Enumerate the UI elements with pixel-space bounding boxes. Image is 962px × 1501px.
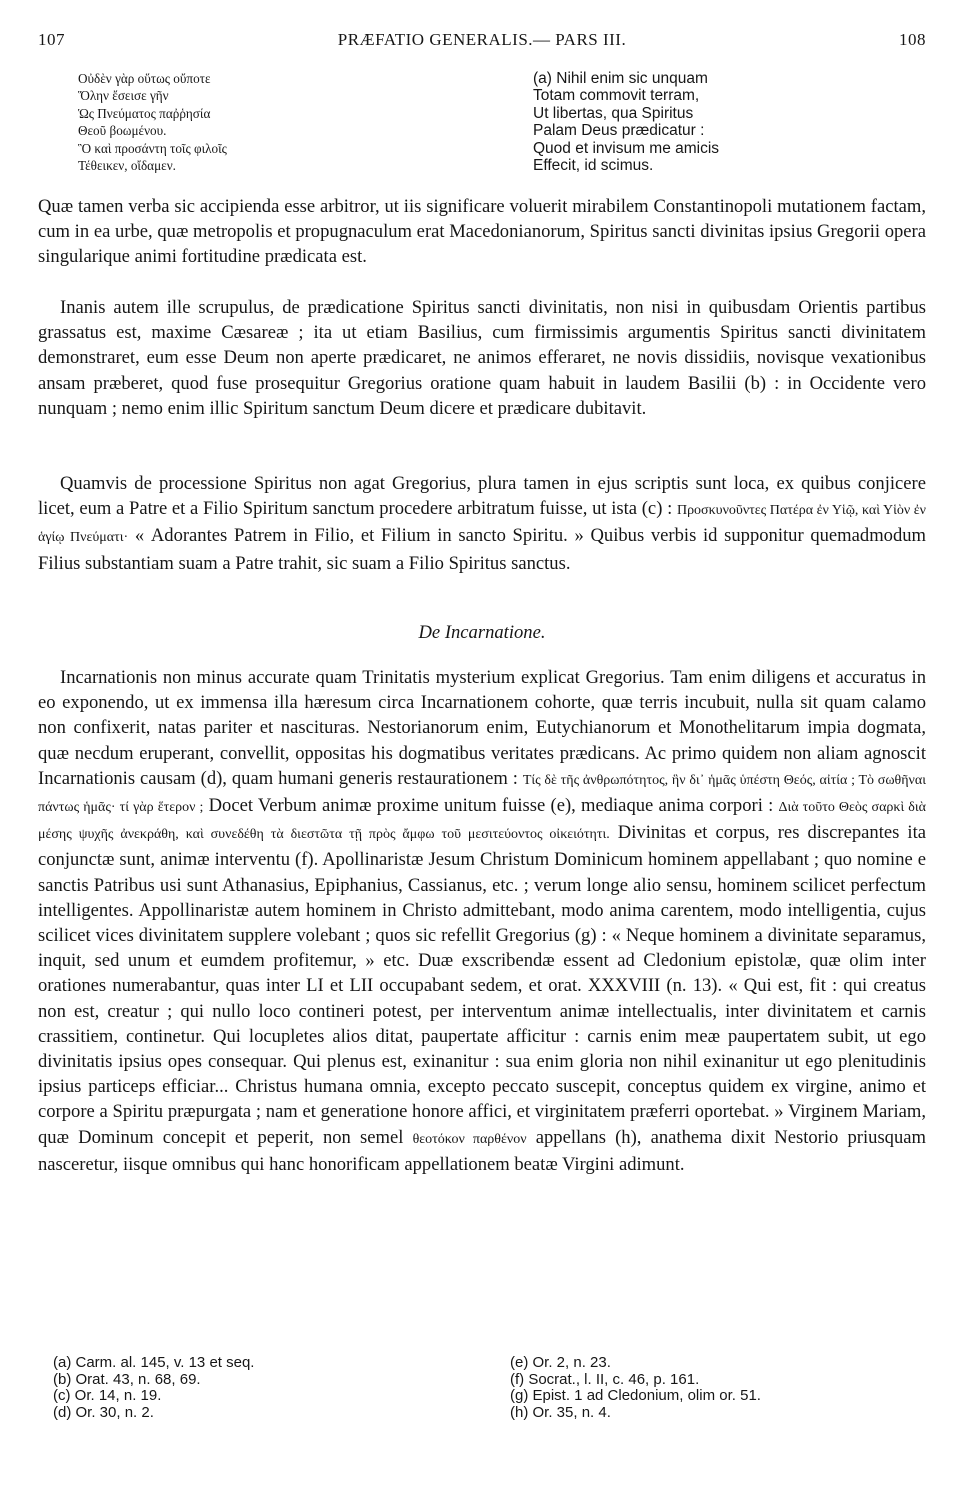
latin-verse-line: Quod et invisum me amicis xyxy=(533,139,720,157)
paragraph-3 xyxy=(38,471,926,576)
page xyxy=(38,30,927,1421)
footnotes-right-column xyxy=(510,1355,761,1421)
paragraph-4-greek-quote-2: Διὰ τοῦτο Θεὸς σαρκὶ διὰ μέσης ψυχῆς ἀνεκράθη, καὶ συνεδέθη τὰ διεστῶτα τῇ πρὸς ἄμφω τοῦ μεσιτεύοντος οἰκειότητι. xyxy=(38,800,927,843)
footnote: (e) Or. 2, n. 23. xyxy=(510,1354,611,1371)
page-number-right: 108 xyxy=(899,30,926,49)
greek-verse-line: Ὅλην ἔσεισε γῆν xyxy=(78,88,169,104)
footnotes xyxy=(53,1355,913,1435)
paragraph-4-text-d: appellans (h), anathema dixit Nestorio priusquam nasceretur, iisque omnibus qui hanc honorificam appellationem beatæ Virgini adimunt. xyxy=(38,1126,926,1175)
paragraph-2: Inanis autem ille scrupulus, de prædicatione Spiritus sancti divinitatis, non nisi in quibusdam Orientis partibus grassatus est, maxime Cæsareæ ; ita ut etiam Basilius, cum firmissimis argumentis Spiritus sancti divinitatem demonstraret, eum esse Deum non aperte prædicaret, ne animos efferaret, ne novis dissidiis, novisque vexationibus ansam præberet, quod fuse prosequitur Gregorius oratione quam habuit in laudem Basilii (b) : in Occidente vero nunquam ; nemo enim illic Spiritum sanctum Deum dicere et prædicare dubitavit. xyxy=(38,297,926,419)
paragraph-3-text-a: Quamvis de processione Spiritus non agat Gregorius, plura tamen in ejus scriptis sunt loca, ex quibus conjicere licet, eum a Patre et a Filio Spiritum sanctum procedere arbitratum fuisse, ut ista (c) : xyxy=(38,473,926,520)
latin-verse-line: Ut libertas, qua Spiritus xyxy=(533,104,694,122)
footnote: (f) Socrat., l. II, c. 46, p. 161. xyxy=(510,1370,700,1388)
paragraph-4-text-a: Incarnationis non minus accurate quam Trinitatis mysterium explicat Gregorius. Tam enim diligens et accuratus in eo exponendo, ut ex immensa illa hæresum circa Incarnationem cohorte, quæ terris incubuit, nulla sit quam calamo non confixerit, natas pariter et nascituras. Nestorianorum enim, Eutychianorum et Monothelitarum impia dogmata, quæ necdum eruperant, convellit, oppositas his dogmatibus veritates prædicans. Ac primo quidem non aliam agnoscit Incarnationis causam (d), quam humani generis restaurationem : xyxy=(38,667,926,789)
footnote: (a) Carm. al. 145, v. 13 et seq. xyxy=(53,1354,255,1371)
footnote: (g) Epist. 1 ad Cledonium, olim or. 51. xyxy=(510,1387,761,1405)
greek-verse-line: Οὐδὲν γὰρ οὕτως οὔποτε xyxy=(78,71,211,86)
paragraph-4 xyxy=(38,665,926,1177)
greek-verse-line: Τέθεικεν, οἴδαμεν. xyxy=(78,158,176,174)
paragraph-1: Quæ tamen verba sic accipienda esse arbitror, ut iis significare voluerit mirabilem Constantinopoli mutationem factam, cum in ea urbe, quæ metropolis et propugnaculum erat Macedonianorum, Spiritus sancti divinitas ipsius Gregorii opera singularique animi fortitudine prædicata est. xyxy=(38,196,926,268)
greek-verse-line: Ὡς Πνεύματος παῤῥησία xyxy=(78,105,211,121)
paragraph-4-text-c: Divinitas et corpus, res discrepantes ita conjunctæ sunt, animæ interventu (f). Apollinaristæ Jesum Christum Dominicum hominem appellabant ; quo nomine e sanctis Patribus usi sunt Athanasius, Epiphanius, Cassianus, etc. ; verum longe alio sensu, hominem scilicet perfectum intelligentes. Appollinaristæ autem hominem in Christo admittebant, modo anima carentem, modo intelligentia, cujus scilicet vices divinitatem supplere volebant ; quos sic refellit Gregorius (g) : « Neque hominem a divinitate separamus, inquit, sed unum et eumdem profitemur, » etc. Duæ exscribendæ essent ad Cledonium epistolæ, quæ olim inter orationes numerabantur, quas inter LI et LII occupabant sedem, et orat. XXXVIII (n. 13). « Qui est, fit : qui creatus non est, creatur ; qui nullo loco contineri potest, per interventum animæ intellectualis, inter divinitatem et carnis crassitiem, continetur. Qui locupletes alios ditat, paupertate afficitur : carnis enim meæ paupertatem subit, ut ego divinitatis ipsius opes consequar. Qui plenus est, exinanitur : sua enim gloria non nihil exinanitur ut ego plenitudinis ipsius particeps efficiar... Christus humana omnia, excepto peccato suscepit, conceptus quidem ex virgine, animo et corpore a Spiritu præpurgata ; nam et generatione honore affici, et virginitatem præferri oportebat. » Virginem Mariam, quæ Dominum concepit et peperit, non semel xyxy=(38,822,926,1148)
greek-verse-line: Ὃ καὶ προσάντη τοῖς φιλοῖς xyxy=(78,140,227,156)
section-heading: De Incarnatione. xyxy=(418,622,546,643)
footnote: (b) Orat. 43, n. 68, 69. xyxy=(53,1370,201,1388)
footnote: (h) Or. 35, n. 4. xyxy=(510,1403,611,1421)
footnotes-left-column xyxy=(53,1355,254,1421)
latin-verse xyxy=(533,70,719,174)
verse-block xyxy=(38,70,926,180)
paragraph-4-text-b: Docet Verbum animæ proxime unitum fuisse (e), mediaque anima corpori : xyxy=(208,795,774,817)
paragraph-3-greek-quote: Προσκυνοῦντες Πατέρα ἐν Υἱῷ, καὶ Υἱὸν ἐν ἁγίῳ Πνεύματι· xyxy=(38,503,926,546)
greek-verse xyxy=(78,70,227,174)
greek-verse-line: Θεοῦ βοωμένου. xyxy=(78,123,167,139)
latin-verse-line: Effecit, id scimus. xyxy=(533,157,654,175)
running-title: PRÆFATIO GENERALIS.— PARS III. xyxy=(337,30,627,49)
paragraph-4-greek-quote-3: θεοτόκον παρθένον xyxy=(412,1131,527,1147)
latin-verse-line: Palam Deus prædicatur : xyxy=(533,122,705,140)
latin-verse-line: Totam commovit terram, xyxy=(533,87,700,105)
running-header xyxy=(38,30,926,54)
latin-verse-line: (a) Nihil enim sic unquam xyxy=(533,70,708,87)
paragraph-4-greek-quote-1: Τίς δὲ τῆς ἀνθρωπότητος, ἣν δι᾽ ἡμᾶς ὑπέστη Θεός, αἰτία ; Τὸ σωθῆναι πάντως ἡμᾶς· τί γὰρ ἕτερον ; xyxy=(38,772,926,816)
footnote: (d) Or. 30, n. 2. xyxy=(53,1403,154,1421)
paragraph-3-text-b: « Adorantes Patrem in Filio, et Filium in sancto Spiritu. » Quibus verbis id supponitur quemadmodum Filius substantiam suam a Patre trahit, sic suam a Filio Spiritus sanctus. xyxy=(38,525,927,574)
footnote: (c) Or. 14, n. 19. xyxy=(53,1387,162,1405)
page-number-left: 107 xyxy=(38,30,65,49)
